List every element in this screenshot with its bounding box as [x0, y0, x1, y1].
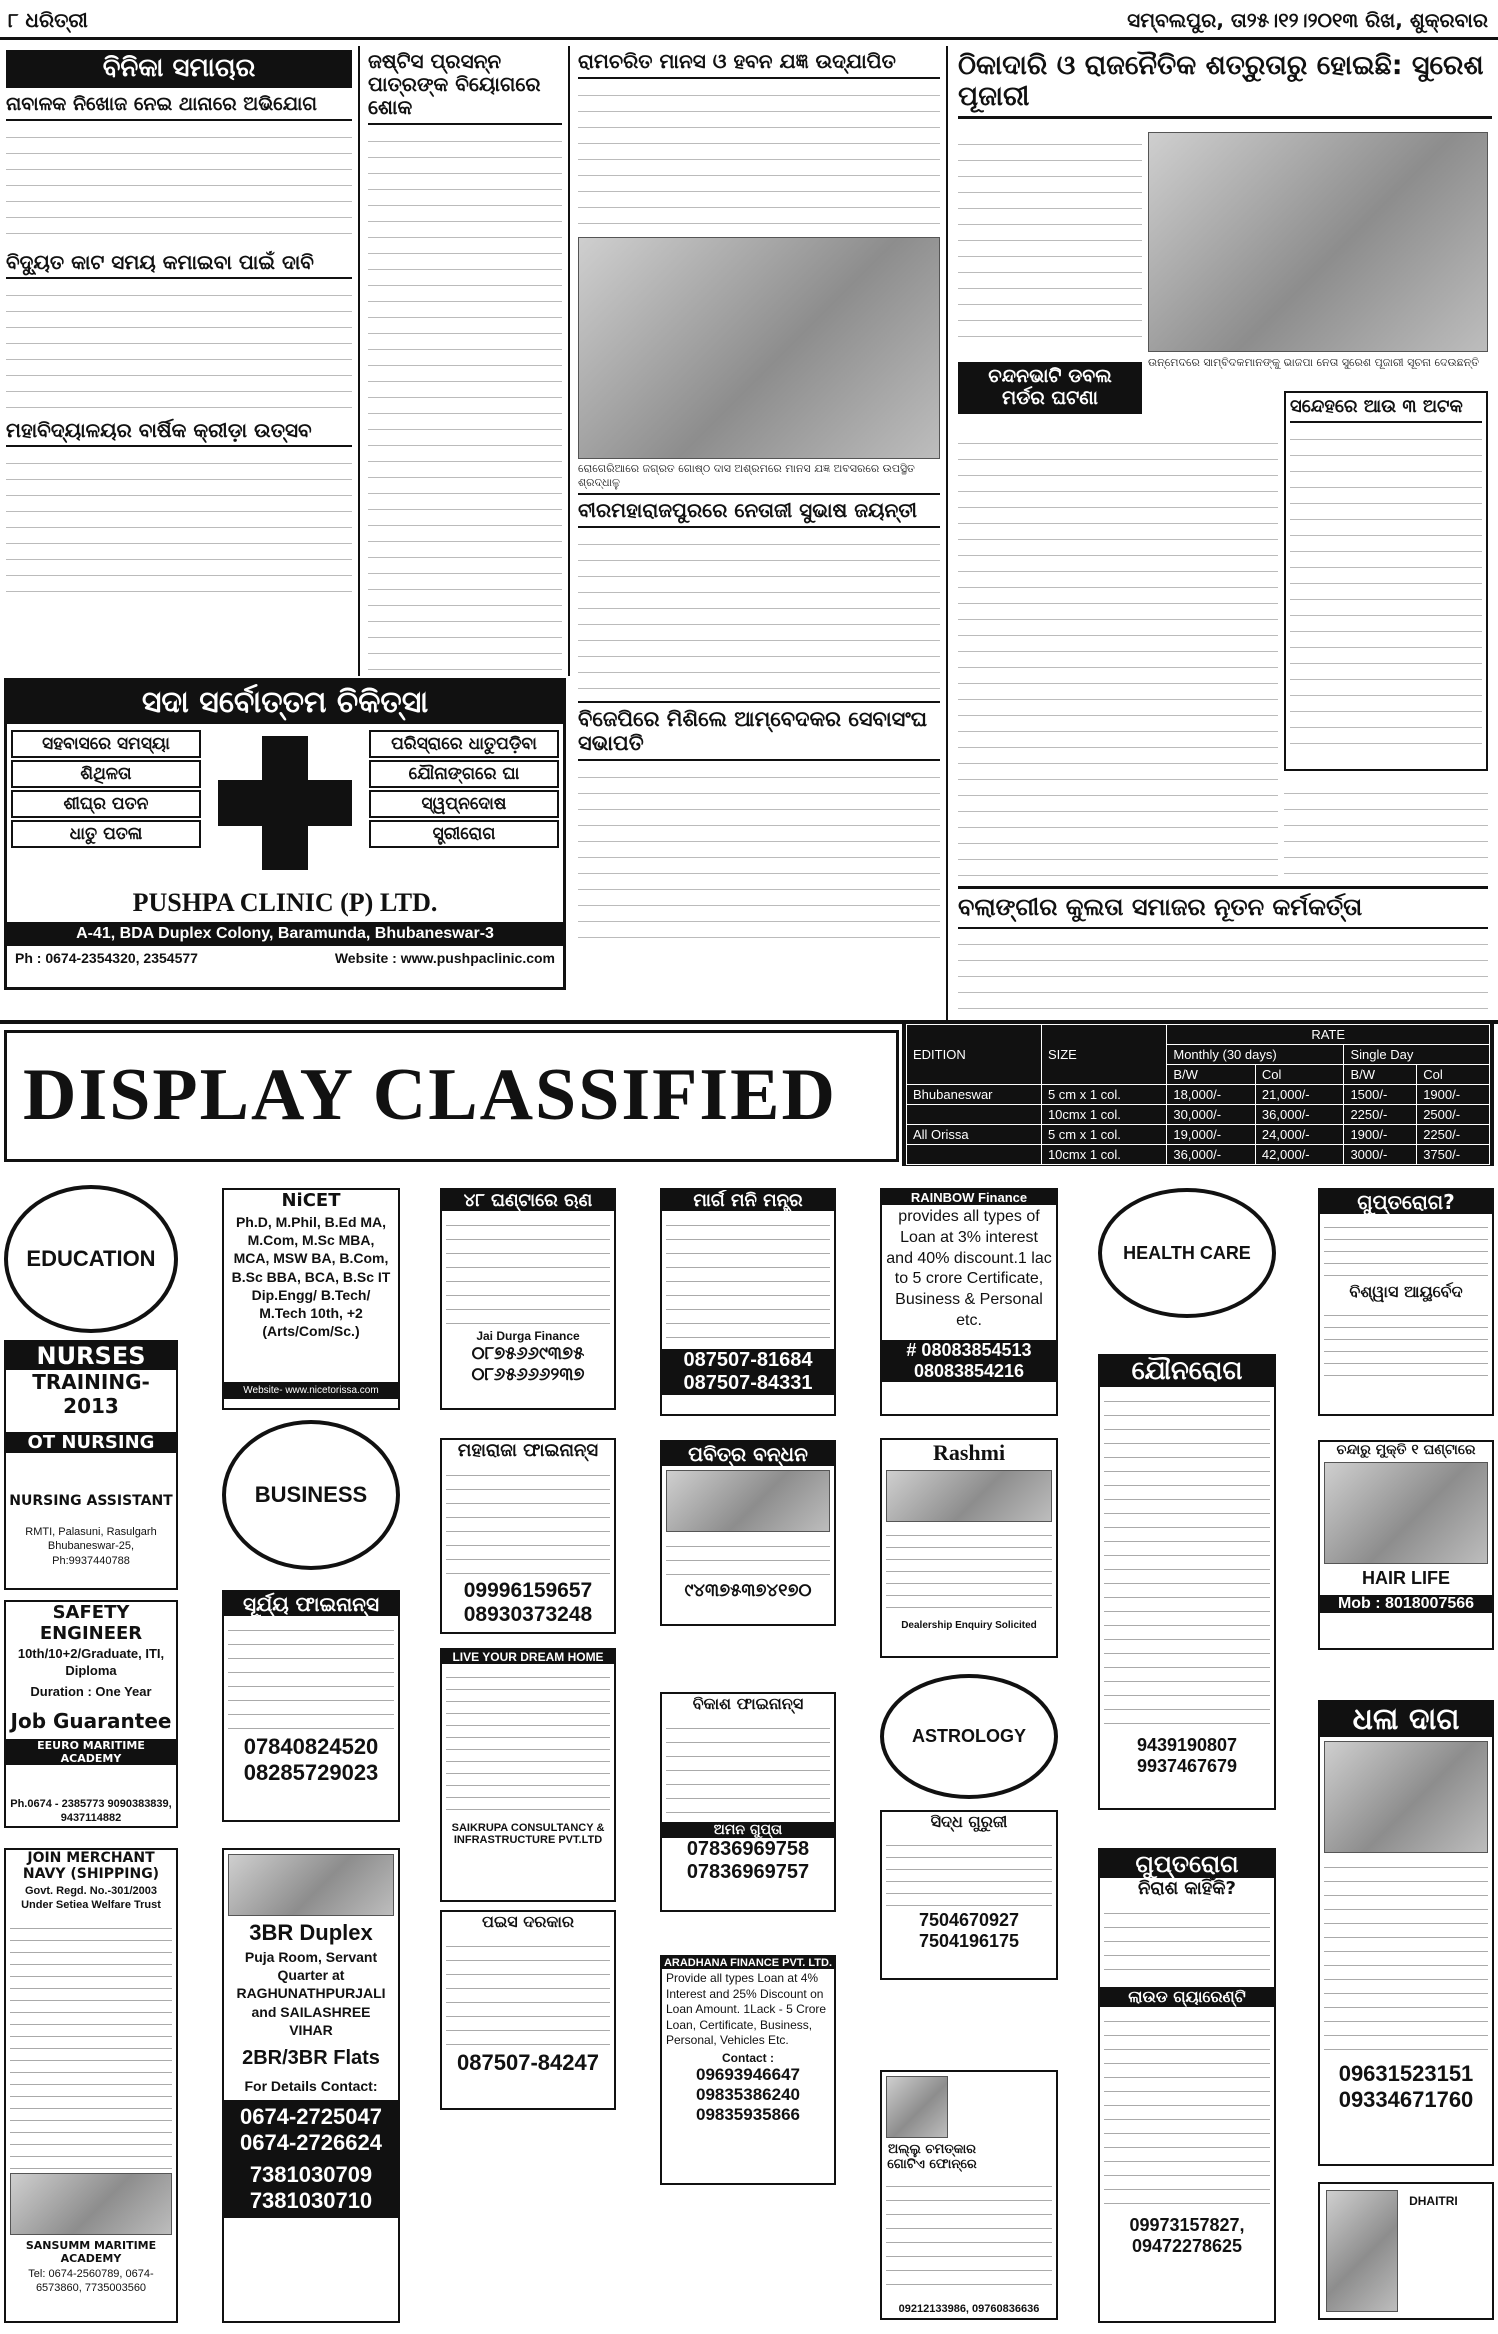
- guptrog2-subtitle: ବିଶ୍ୱାସ ଆୟୁର୍ବେଦ: [1349, 1282, 1463, 1301]
- loan-title: ପଇସ ଦରକାର: [481, 1912, 575, 1931]
- dream-home-ad[interactable]: [440, 1648, 616, 1902]
- article-body: [958, 431, 1278, 881]
- duplex-phone-1[interactable]: 0674-2725047: [240, 2103, 382, 2129]
- rate-cell: [907, 1105, 1042, 1125]
- rate-header: Col: [1417, 1065, 1490, 1085]
- surya-title: ସୂର୍ଯ୍ୟ ଫାଇନାନ୍ସ: [224, 1592, 398, 1616]
- aradhana-title: ARADHANA FINANCE PVT. LTD.: [663, 1957, 833, 1969]
- rate-cell: 30,000/-: [1167, 1105, 1256, 1125]
- nurses-subtitle: TRAINING-2013: [32, 1370, 150, 1418]
- rate-note: (N.B.: Color option is limited to 4 days in a month including 26 days B/W. Color only on Friday): [906, 1167, 1400, 1179]
- rate-cell: 3750/-: [1417, 1145, 1490, 1165]
- body-text: [446, 1668, 610, 1818]
- clinic-item: ସ୍ୱପ୍ନଦୋଷ: [369, 790, 559, 818]
- safety-phone: Ph.0674 - 2385773 9090383839, 9437114882: [10, 1797, 172, 1824]
- jouna-phone-1[interactable]: 9439190807: [1136, 1735, 1238, 1755]
- red-cross-icon: [210, 728, 360, 878]
- gupta-phone-1[interactable]: 09973157827,: [1129, 2215, 1245, 2235]
- clinic-address: A-41, BDA Duplex Colony, Baramunda, Bhubaneswar-3: [7, 922, 563, 946]
- loan-phone[interactable]: 087507-84247: [457, 2050, 599, 2075]
- siddha-phone-1[interactable]: 7504670927: [918, 1910, 1020, 1930]
- clinic-left-list: [11, 728, 201, 878]
- flats-title: 2BR/3BR Flats: [242, 2046, 380, 2069]
- chandra-title: ଚନ୍ଦାରୁ ମୁକ୍ତି ୧ ଘଣ୍ଟାରେ: [1336, 1442, 1476, 1458]
- clinic-item: ସହବାସରେ ସମସ୍ୟା: [11, 730, 201, 758]
- siddha-guruji-ad[interactable]: [880, 1810, 1058, 1980]
- rate-card: [902, 1020, 1494, 1179]
- dhala-daag-ad[interactable]: [1318, 1700, 1494, 2166]
- sidebar-box: [1284, 391, 1488, 771]
- dhaitri-promo[interactable]: [1318, 2182, 1494, 2320]
- rate-cell: 5 cm x 1 col.: [1041, 1125, 1166, 1145]
- rainbow-phone-1[interactable]: # 08083854513: [882, 1340, 1056, 1361]
- business-logo[interactable]: BUSINESS: [222, 1420, 400, 1570]
- safety-engineer-ad[interactable]: [4, 1600, 178, 1828]
- siddha-phone-2[interactable]: 7504196175: [918, 1931, 1020, 1951]
- rate-header: RATE: [1167, 1025, 1490, 1045]
- aradhana-finance-ad[interactable]: [660, 1955, 836, 2185]
- rate-cell: 18,000/-: [1167, 1085, 1256, 1105]
- rate-header: SIZE: [1041, 1025, 1166, 1085]
- article-body: [1290, 427, 1482, 757]
- pabitra-bandhan-ad[interactable]: [660, 1440, 836, 1626]
- marg-money-ad[interactable]: [660, 1188, 836, 1416]
- dhala-title: ଧଳା ଦାଗ: [1320, 1702, 1492, 1737]
- rate-cell: 24,000/-: [1255, 1125, 1344, 1145]
- body-text: [666, 1215, 830, 1345]
- pabitra-phone[interactable]: ୯୪୩୭୫୩୭୪୧୭୦: [684, 1580, 812, 1600]
- headline-missing-boy[interactable]: ନାବାଳକ ନିଖୋଜ ନେଇ ଥାନାରେ ଅଭିଯୋଗ: [6, 94, 352, 121]
- body-text: [1324, 1306, 1488, 1386]
- rashmi-ad[interactable]: [880, 1438, 1058, 1658]
- body-text: [1324, 1218, 1488, 1278]
- duplex-ad[interactable]: [222, 1848, 400, 2323]
- rate-cell: 1500/-: [1344, 1085, 1417, 1105]
- safety-duration: Duration : One Year: [30, 1683, 152, 1699]
- dateline: ସମ୍ବଲପୁର, ତା୨୫।୧୨।୨୦୧୩ ରିଖ, ଶୁକ୍ରବାର: [1127, 8, 1488, 32]
- body-text: [1324, 1857, 1488, 2057]
- hair-life-phone[interactable]: Mob : 8018007566: [1320, 1595, 1492, 1613]
- nicet-courses: Ph.D, M.Phil, B.Ed MA, M.Com, M.Sc MBA, MCA, MSW BA, B.Com, B.Sc BBA, BCA, B.Sc IT Dip.Engg/ B.Tech/ M.Tech 10th, +2 (Arts/Com/Sc.): [231, 1214, 391, 1340]
- body-text: [1104, 2011, 1270, 2211]
- maharaja-title: ମହାରାଜା ଫାଇନାନ୍ସ: [457, 1440, 599, 1461]
- headline-condolence[interactable]: ଜଷ୍ଟିସ ପ୍ରସନ୍ନ ପାତ୍ରଙ୍କ ବିୟୋଗରେ ଶୋକ: [368, 50, 562, 125]
- body-text: [886, 1836, 1052, 1906]
- article-body: [578, 532, 940, 697]
- maharaja-phone-2[interactable]: 08930373248: [463, 1603, 593, 1626]
- gupta-guarantee: ଲାଉଡ ଗ୍ୟାରେଣ୍ଟି: [1100, 1987, 1274, 2007]
- dhaitri-label: DHAITRI: [1409, 2194, 1458, 2208]
- clinic-item: ସ୍ତ୍ରୀରୋଗ: [369, 820, 559, 848]
- surya-phone-1[interactable]: 07840824520: [243, 1734, 379, 1759]
- guptarog-ad[interactable]: [1098, 1848, 1276, 2323]
- nurses-title: NURSES: [6, 1342, 176, 1370]
- clinic-website[interactable]: Website : www.pushpaclinic.com: [334, 950, 555, 966]
- rashmi-title: Rashmi: [932, 1440, 1006, 1465]
- clinic-item: ଧାତୁ ପତଳା: [11, 820, 201, 848]
- body-text: [446, 1936, 610, 2046]
- merchant-title: JOIN MERCHANT NAVY (SHIPPING): [22, 1850, 160, 1882]
- column-suresh: [952, 46, 1498, 1046]
- dhala-phone-2[interactable]: 09334671760: [1338, 2087, 1474, 2112]
- rate-cell: 2250/-: [1344, 1105, 1417, 1125]
- marg-title: ମାର୍ଗ ମନି ମନ୍ତ୍ର: [662, 1190, 834, 1211]
- aradhana-phone-3[interactable]: 09835935866: [695, 2104, 800, 2124]
- photo-caption: ରୋଗେରିଆରେ ଜଗ୍ରତ ଗୋଷ୍ଠ ଦାସ ଅଶ୍ରମରେ ମାନସ ଯଜ୍ଞ ଅବସରରେ ଉପସ୍ଥିତ ଶ୍ରଦ୍ଧାଳୁ: [578, 462, 915, 489]
- nicet-website: Website- www.nicetorissa.com: [224, 1382, 398, 1399]
- surya-phone-2[interactable]: 08285729023: [243, 1760, 379, 1785]
- body-text: [666, 1718, 830, 1818]
- page-number: ୮ ଧରିତ୍ରୀ: [8, 8, 88, 32]
- ship-photo: [10, 2173, 172, 2235]
- guptrog2-title: ଗୁପ୍ତରୋଗ?: [1320, 1190, 1492, 1214]
- masthead: [0, 0, 1498, 40]
- rate-cell: 1900/-: [1344, 1125, 1417, 1145]
- surya-finance-ad[interactable]: [222, 1590, 400, 1822]
- duplex-contact-label: For Details Contact:: [244, 2077, 378, 2094]
- display-classified-banner: [4, 1030, 899, 1162]
- education-logo[interactable]: EDUCATION: [4, 1185, 178, 1333]
- rashmi-dealership: Dealership Enquiry Solicited: [901, 1620, 1037, 1631]
- photo-caption: ଉନ୍ମେଦରେ ସାମ୍ବିଦକମାନଙ୍କୁ ଭାଜପା ନେତା ସୁରେଶ ପୂଜାରୀ ସୂଚନା ଦେଉଛନ୍ତି: [1148, 356, 1480, 369]
- article-body: [578, 765, 940, 940]
- aradhana-phone-2[interactable]: 09835386240: [695, 2084, 800, 2104]
- headline-three-detained[interactable]: ସନ୍ଦେହରେ ଆଉ ୩ ଅଟକ: [1290, 397, 1482, 423]
- nursing-assistant: NURSING ASSISTANT: [9, 1493, 173, 1509]
- gupta-subtitle: ନିରାଶ କାହିଁକି?: [1137, 1878, 1236, 1899]
- headline-sports-festival[interactable]: ମହାବିଦ୍ୟାଳୟର ବାର୍ଷିକ କ୍ରୀଡ଼ା ଉତ୍ସବ: [6, 419, 352, 447]
- clinic-right-list: [369, 728, 559, 878]
- rate-table: [906, 1024, 1490, 1165]
- gochet-title: ଅଲ୍ଲୁ ଚମତ୍କାର ଗୋଟିଏ ଫୋନ୍‌ରେ: [887, 2142, 977, 2172]
- bikash-contact: ଅମନ ଗୁପ୍ତା: [662, 1822, 834, 1838]
- rate-header: B/W: [1167, 1065, 1256, 1085]
- body-text: [886, 1526, 1052, 1616]
- dream-company: SAIKRUPA CONSULTANCY & INFRASTRUCTURE PVT.LTD: [451, 1822, 605, 1846]
- aradhana-phone-1[interactable]: 09693946647: [695, 2064, 800, 2084]
- column-binika: [0, 46, 360, 676]
- article-body: [578, 83, 940, 233]
- duplex-title: 3BR Duplex: [249, 1920, 373, 1945]
- article-body: [958, 132, 1142, 352]
- rate-cell: 1900/-: [1417, 1085, 1490, 1105]
- rate-cell: 19,000/-: [1167, 1125, 1256, 1145]
- gupta-title: ଗୁପ୍ତରୋଗ: [1100, 1850, 1274, 1878]
- jai-name: Jai Durga Finance: [476, 1329, 580, 1343]
- maharaja-finance-ad[interactable]: [440, 1438, 616, 1634]
- rate-cell: 5 cm x 1 col.: [1041, 1085, 1166, 1105]
- jounarog-ad[interactable]: [1098, 1354, 1276, 1810]
- article-body: [6, 125, 352, 245]
- clinic-item: ଶିଥିଳତା: [11, 760, 201, 788]
- table-row: [907, 1145, 1490, 1165]
- merchant-reg: Govt. Regd. No.-301/2003 Under Setiea Welfare Trust: [21, 1885, 161, 1912]
- bikash-phone-1[interactable]: 07836969758: [686, 1838, 810, 1860]
- column-justice: [362, 46, 570, 676]
- marg-phone-1[interactable]: 087507-81684: [662, 1349, 834, 1372]
- body-text: [446, 1215, 610, 1325]
- marg-phone-2[interactable]: 087507-84331: [662, 1372, 834, 1395]
- loan-ad[interactable]: [440, 1910, 616, 2110]
- safety-academy: EEURO MARITIME ACADEMY: [6, 1739, 176, 1765]
- article-body: [6, 283, 352, 413]
- rate-cell: 36,000/-: [1167, 1145, 1256, 1165]
- rate-cell: 36,000/-: [1255, 1105, 1344, 1125]
- rate-cell: All Orissa: [907, 1125, 1042, 1145]
- astrologer-photo: [886, 2076, 948, 2138]
- body-text: [666, 1536, 830, 1576]
- article-body: [6, 451, 352, 601]
- rate-header: Col: [1255, 1065, 1344, 1085]
- clinic-phone[interactable]: Ph : 0674-2354320, 2354577: [15, 950, 198, 966]
- bikash-title: ବିକାଶ ଫାଇନାନ୍ସ: [692, 1694, 804, 1713]
- crime-box-title[interactable]: ଚନ୍ଦନଭାଟି ଡବଲ ମର୍ଡର ଘଟଣା: [958, 362, 1142, 414]
- jai-phone-2[interactable]: ୦୮୬୫୬୬୬୨୩୭: [471, 1364, 585, 1384]
- nurses-contact: RMTI, Palasuni, Rasulgarh Bhubaneswar-25, Ph:9937440788: [25, 1526, 157, 1567]
- rainbow-body: provides all types of Loan at 3% interest and 40% discount.1 lac to 5 crore Certificate, Business & Personal etc.: [886, 1208, 1052, 1329]
- rainbow-finance-ad[interactable]: [880, 1188, 1058, 1416]
- bikash-phone-2[interactable]: 07836969757: [686, 1861, 810, 1883]
- maharaja-phone-1[interactable]: 09996159657: [463, 1579, 593, 1602]
- duplex-phone-2[interactable]: 0674-2726624: [240, 2129, 382, 2155]
- table-row: [907, 1125, 1490, 1145]
- rate-cell: 42,000/-: [1255, 1145, 1344, 1165]
- nurses-ad[interactable]: [4, 1340, 178, 1590]
- rate-cell: 10cmx 1 col.: [1041, 1105, 1166, 1125]
- duplex-mobile-2[interactable]: 7381030710: [249, 2187, 373, 2213]
- astrology-logo[interactable]: ASTROLOGY: [880, 1674, 1058, 1799]
- table-row: [907, 1085, 1490, 1105]
- body-text: [1104, 1391, 1270, 1731]
- rate-cell: [907, 1145, 1042, 1165]
- clinic-item: ପରିସ୍ରାରେ ଧାତୁପଡ଼ିବା: [369, 730, 559, 758]
- safety-title: SAFETY ENGINEER: [39, 1602, 143, 1644]
- clinic-name: PUSHPA CLINIC (P) LTD.: [132, 888, 438, 917]
- hair-life-ad[interactable]: [1318, 1440, 1494, 1650]
- pabitra-title: ପବିତ୍ର ବନ୍ଧନ: [662, 1442, 834, 1466]
- jouna-phone-2[interactable]: 9937467679: [1136, 1756, 1238, 1776]
- article-body: [368, 129, 562, 689]
- duplex-desc: Puja Room, Servant Quarter at RAGHUNATHPURJALI and SAILASHREE VIHAR: [236, 1949, 386, 2038]
- siddha-title: ସିଦ୍ଧ ଗୁରୁଜୀ: [930, 1812, 1008, 1831]
- job-guarantee: Job Guarantee: [10, 1708, 172, 1733]
- article-body: [1284, 781, 1488, 881]
- guptarog-biswas-ad[interactable]: [1318, 1188, 1494, 1416]
- headline-ramcharit[interactable]: ରାମଚରିତ ମାନସ ଓ ହବନ ଯଜ୍ଞ ଉଦ୍‌ଯାପିତ: [578, 50, 940, 79]
- hair-photo: [1324, 1462, 1488, 1564]
- building-photo: [228, 1854, 394, 1916]
- news-photo-suresh: [1148, 132, 1488, 352]
- news-photo-devotees: [578, 237, 940, 459]
- body-text: [228, 1620, 394, 1730]
- aradhana-body: Provide all types Loan at 4% Interest and 25% Discount on Loan Amount. 1Lack - 5 Crore Loan, Certificate, Business, Personal, Vehicles Etc.: [666, 1971, 827, 2048]
- dhala-phone-1[interactable]: 09631523151: [1338, 2061, 1474, 2086]
- rate-header: Single Day: [1344, 1045, 1490, 1065]
- headline-kulta-samaj[interactable]: ବଲାଙ୍ଗୀର କୁଲତା ସମାଜର ନୂତନ କର୍ମକର୍ତ୍ତା: [958, 886, 1488, 929]
- body-text: [10, 1919, 172, 2169]
- clinic-item: ଯୌନାଙ୍ଗରେ ଘା: [369, 760, 559, 788]
- aradhana-contact-label: Contact :: [722, 2050, 774, 2065]
- headline-suresh-pujari[interactable]: ଠିକାଦାରି ଓ ରାଜନୈତିକ ଶତ୍ରୁତାରୁ ହୋଇଛି: ସୁରେଶ ପୂଜାରୀ: [958, 50, 1492, 119]
- headline-power-cut[interactable]: ବିଦ୍ୟୁତ କାଟ ସମୟ କମାଇବା ପାଇଁ ଦାବି: [6, 251, 352, 279]
- merchant-navy-ad[interactable]: [4, 1848, 178, 2323]
- table-row: [907, 1105, 1490, 1125]
- rate-cell: Bhubaneswar: [907, 1085, 1042, 1105]
- section-title: ବିନିକା ସମାଚାର: [6, 50, 352, 88]
- hair-life-brand: HAIR LIFE: [1362, 1568, 1450, 1588]
- rainbow-title: RAINBOW Finance: [882, 1190, 1056, 1205]
- skin-photo: [1324, 1741, 1488, 1853]
- jai-durga-ad[interactable]: [440, 1188, 616, 1410]
- clinic-item: ଶୀଘ୍ର ପତନ: [11, 790, 201, 818]
- body-text: [446, 1465, 610, 1575]
- rate-cell: 10cmx 1 col.: [1041, 1145, 1166, 1165]
- body-text: [886, 2176, 1052, 2296]
- duplex-mobile-1[interactable]: 7381030709: [249, 2161, 373, 2187]
- nicet-title: NiCET: [281, 1190, 341, 1211]
- gupta-phone-2[interactable]: 09472278625: [1131, 2236, 1243, 2256]
- rate-header: EDITION: [907, 1025, 1042, 1085]
- rate-cell: 2250/-: [1417, 1125, 1490, 1145]
- dream-title: LIVE YOUR DREAM HOME: [442, 1650, 614, 1664]
- merchant-academy: SANSUMM MARITIME ACADEMY: [25, 2238, 157, 2265]
- clinic-ad-title: ସଦା ସର୍ବୋତ୍ତମ ଚିକିତ୍ସା: [7, 681, 563, 724]
- safety-eligibility: 10th/10+2/Graduate, ITI, Diploma: [17, 1646, 165, 1678]
- headline-netaji[interactable]: ବୀରମହାରାଜପୁରରେ ନେତାଜୀ ସୁଭାଷ ଜୟନ୍ତୀ: [578, 493, 940, 528]
- headline-bjp-join[interactable]: ବିଜେପିରେ ମିଶିଲେ ଆମ୍ବେଦକର ସେବାସଂଘ ସଭାପତି: [578, 701, 940, 761]
- gochet-phone[interactable]: 09212133986, 09760836636: [898, 2303, 1040, 2315]
- ot-nursing: OT NURSING: [6, 1432, 176, 1453]
- rate-header: Monthly (30 days): [1167, 1045, 1344, 1065]
- column-ramcharit: [572, 46, 948, 1046]
- merchant-phone: Tel: 0674-2560789, 0674-6573860, 7735003560: [28, 2267, 154, 2294]
- rainbow-phone-2[interactable]: 08083854216: [882, 1361, 1056, 1382]
- bikash-finance-ad[interactable]: [660, 1692, 836, 1912]
- health-care-logo[interactable]: HEALTH CARE: [1098, 1188, 1276, 1318]
- dhaitri-image: [1326, 2190, 1398, 2312]
- gochet-phone-ad[interactable]: [880, 2070, 1058, 2320]
- banner-text: DISPLAY CLASSIFIED: [23, 1054, 837, 1136]
- jouna-title: ଯୌନରୋଗ: [1100, 1356, 1274, 1387]
- rate-cell: 3000/-: [1344, 1145, 1417, 1165]
- product-images: [886, 1470, 1052, 1522]
- nicet-ad[interactable]: [222, 1188, 400, 1410]
- pushpa-clinic-ad[interactable]: [4, 678, 566, 990]
- rate-cell: 2500/-: [1417, 1105, 1490, 1125]
- body-text: [1104, 1903, 1270, 1983]
- handshake-image: [666, 1470, 830, 1532]
- rate-cell: 21,000/-: [1255, 1085, 1344, 1105]
- jai-phone-1[interactable]: ୦୮୭୫୬୬୯୩୭୫: [471, 1343, 585, 1363]
- jai-title: ୪୮ ଘଣ୍ଟାରେ ଋଣ: [442, 1190, 614, 1211]
- rate-header: B/W: [1344, 1065, 1417, 1085]
